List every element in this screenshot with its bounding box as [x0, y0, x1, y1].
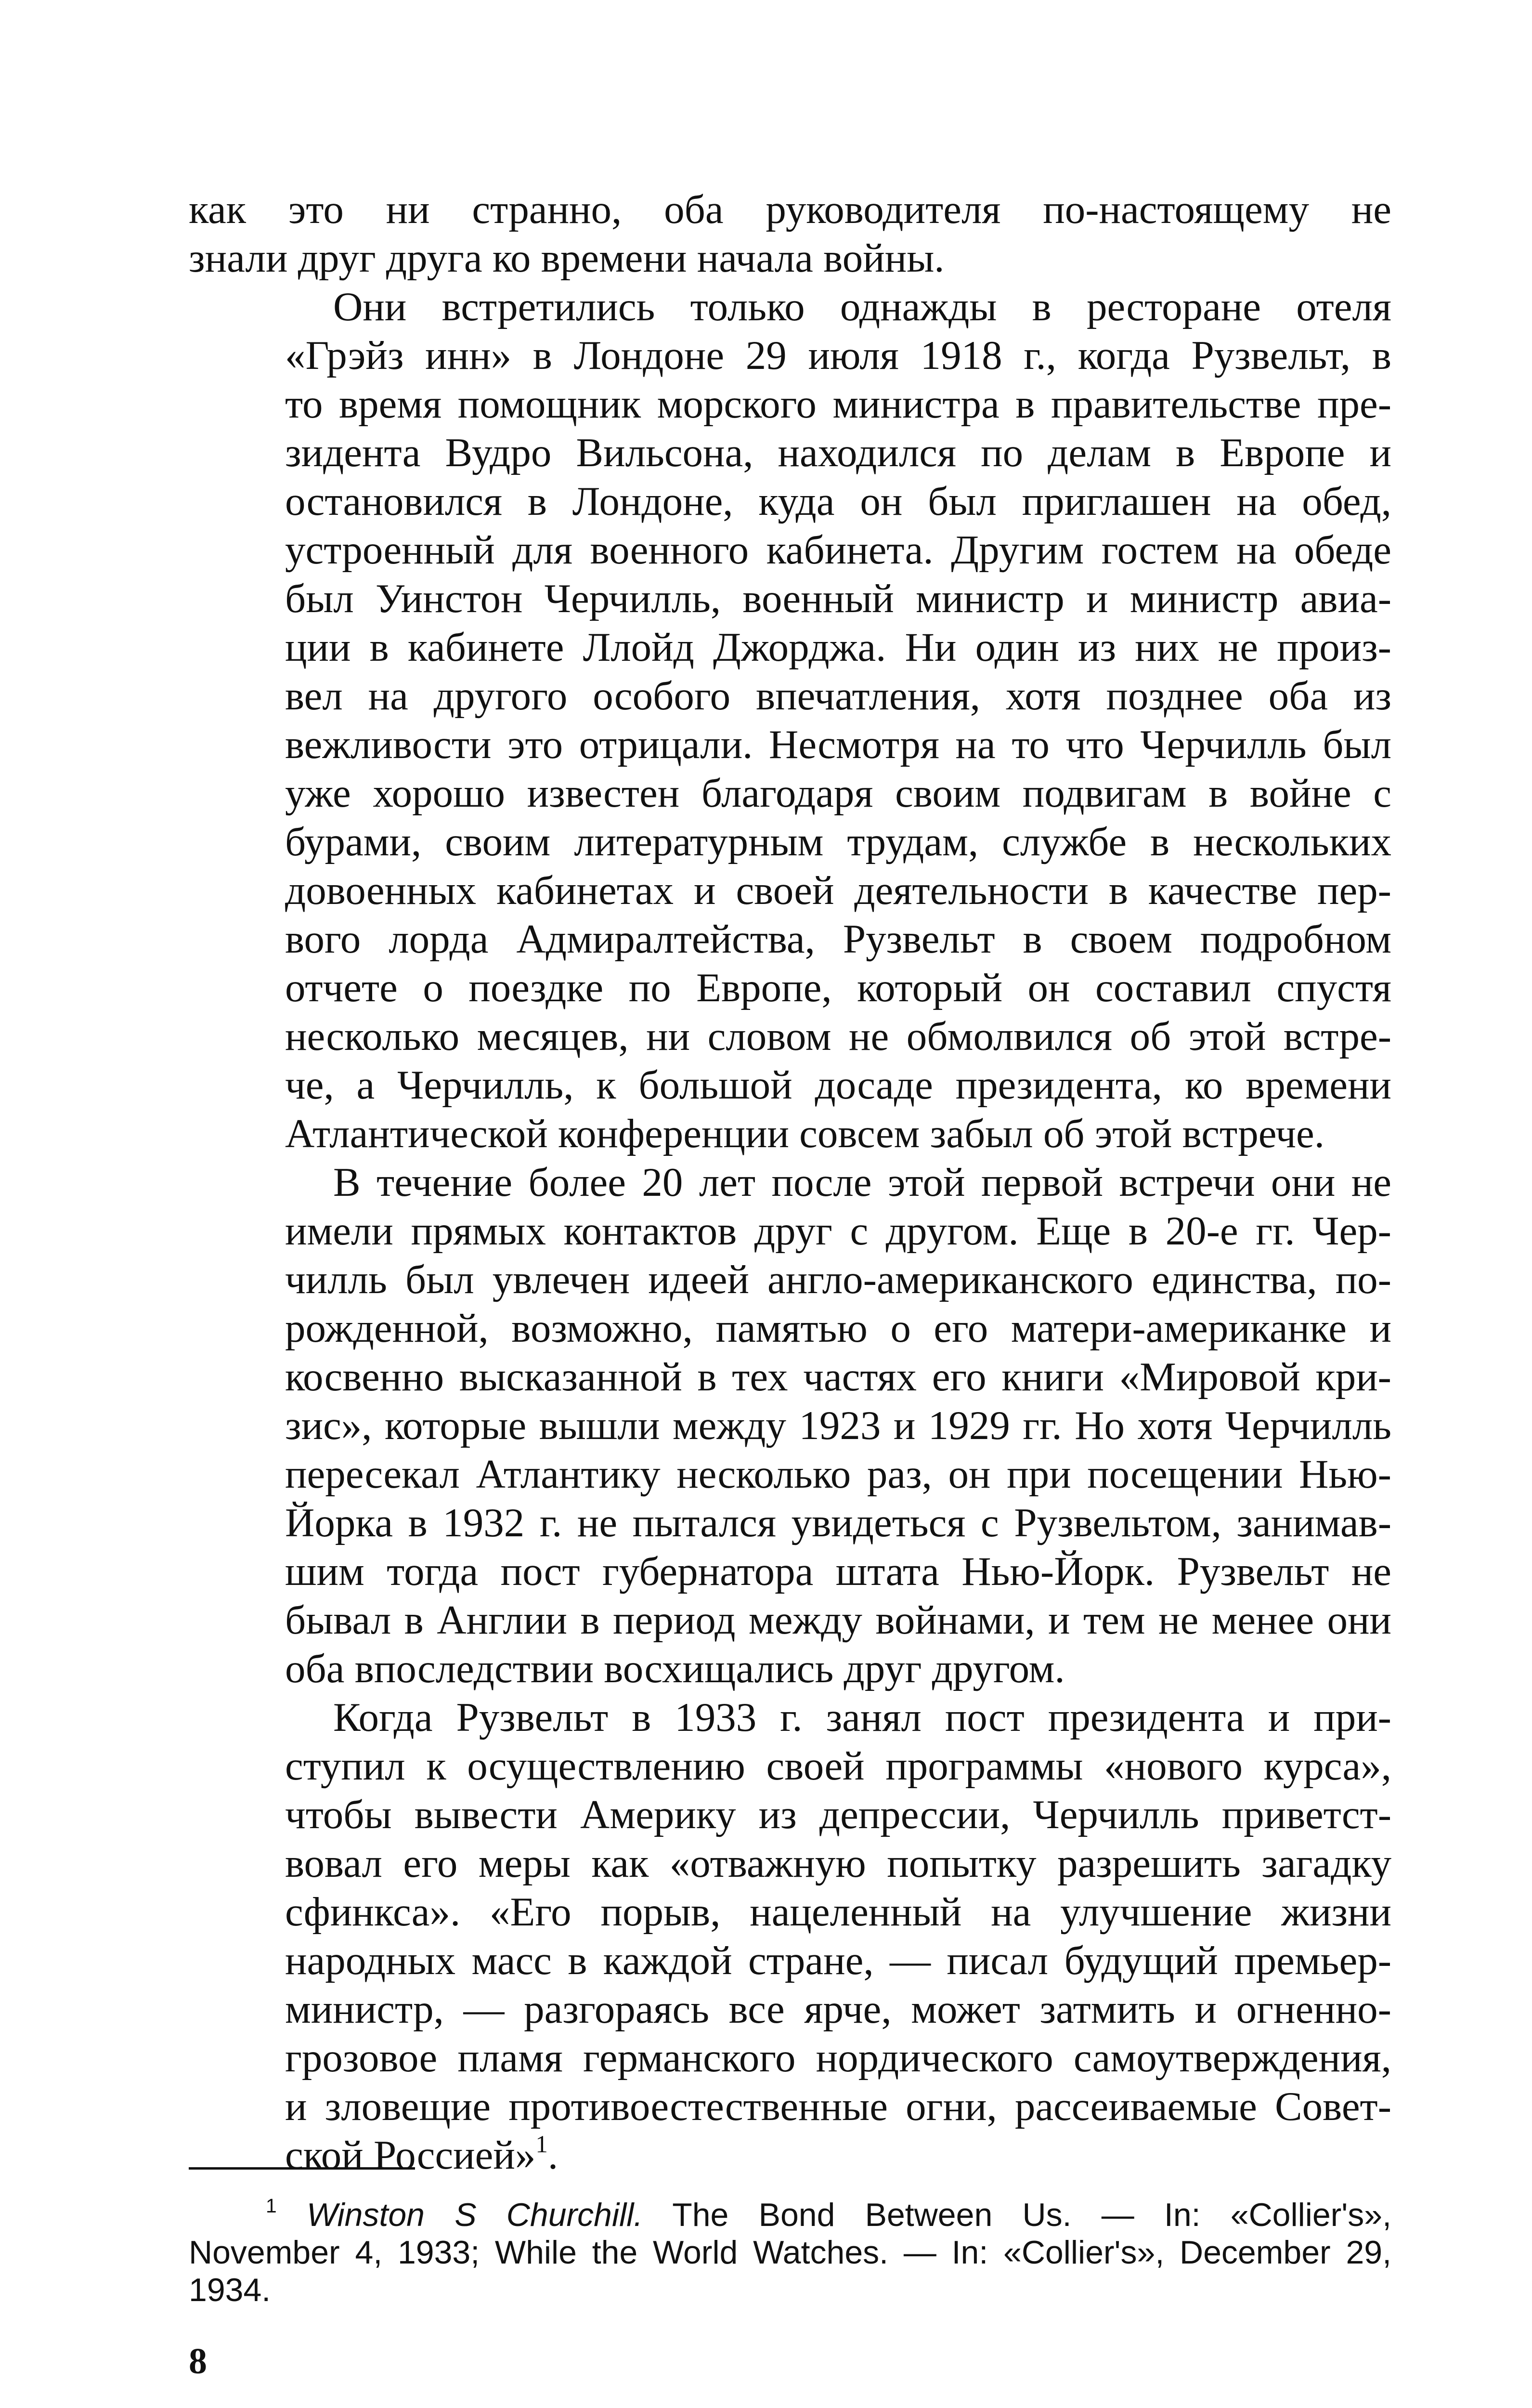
text-line: шим тогда пост губернатора штата Нью-Йорк. Рузвельт не	[285, 1549, 1391, 1594]
page-body	[189, 185, 1391, 2180]
text-line: оба впоследствии восхищались друг другом.	[285, 1646, 1065, 1691]
text-line: уже хорошо известен благодаря своим подвигам в войне с	[285, 771, 1391, 816]
footnote-line-1	[189, 2196, 1391, 2234]
paragraph	[189, 283, 1391, 1158]
footnote-line-2: November 4, 1933; While the World Watches. — In: «Collier's», December 29,	[189, 2234, 1391, 2271]
text-line: несколько месяцев, ни словом не обмолвился об этой встре-	[285, 1014, 1391, 1059]
text-line: косвенно высказанной в тех частях его книги «Мировой кри-	[285, 1354, 1391, 1400]
page-number: 8	[189, 2341, 207, 2382]
text-line: то время помощник морского министра в правительстве пре-	[285, 381, 1391, 427]
text-line: сфинкса». «Его порыв, нацеленный на улучшение жизни	[285, 1889, 1391, 1935]
text-line: остановился в Лондоне, куда он был приглашен на обед,	[285, 479, 1391, 524]
text-line: Атлантической конференции совсем забыл об этой встрече.	[285, 1111, 1325, 1156]
text-line: вовал его меры как «отважную попытку разрешить загадку	[285, 1841, 1391, 1886]
text-line: имели прямых контактов друг с другом. Еще в 20-е гг. Чер-	[285, 1208, 1391, 1254]
text-line: вежливости это отрицали. Несмотря на то что Черчилль был	[285, 722, 1391, 767]
footnote-author: Winston S Churchill.	[306, 2197, 643, 2233]
text-line: Они встретились только однажды в ресторане отеля	[333, 284, 1391, 329]
text-line: был Уинстон Черчилль, военный министр и министр авиа-	[285, 576, 1391, 621]
text-line: знали друг друга ко времени начала войны.	[189, 236, 945, 281]
text-line: че, а Черчилль, к большой досаде президента, ко времени	[285, 1062, 1391, 1108]
footnote-reference: 1	[535, 2131, 548, 2158]
footnote-marker: 1	[266, 2195, 277, 2217]
text-line: зидента Вудро Вильсона, находился по делам в Европе и	[285, 430, 1391, 475]
paragraph	[189, 185, 1391, 283]
text-line: рожденной, возможно, памятью о его матери-американке и	[285, 1306, 1391, 1351]
text-line: отчете о поездке по Европе, который он составил спустя	[285, 965, 1391, 1010]
paragraph	[189, 1158, 1391, 1693]
text-line: грозовое пламя германского нордического самоутверждения,	[285, 2035, 1391, 2081]
text-line: «Грэйз инн» в Лондоне 29 июля 1918 г., когда Рузвельт, в	[285, 333, 1391, 378]
text-line: чтобы вывести Америку из депрессии, Черчилль приветст-	[285, 1792, 1391, 1837]
text-line: бывал в Англии в период между войнами, и тем не менее они	[285, 1597, 1391, 1643]
footnote	[189, 2196, 1391, 2309]
text-line: ской Россией»$^1$.	[285, 2131, 558, 2178]
text-line: В течение более 20 лет после этой первой встречи они не	[333, 1160, 1391, 1205]
footnote-title: The Bond Between Us. — In: «Collier's»,	[643, 2197, 1391, 2233]
text-line: Когда Рузвельт в 1933 г. занял пост президента и при-	[333, 1695, 1391, 1740]
text-line: министр, — разгораясь все ярче, может затмить и огненно-	[285, 1987, 1391, 2032]
text-line: зис», которые вышли между 1923 и 1929 гг. Но хотя Черчилль	[285, 1403, 1391, 1448]
text-line: Йорка в 1932 г. не пытался увидеться с Рузвельтом, занимав-	[285, 1500, 1391, 1545]
text-line: вел на другого особого впечатления, хотя позднее оба из	[285, 673, 1391, 719]
text-line: вого лорда Адмиралтейства, Рузвельт в своем подробном	[285, 916, 1391, 962]
text-line: чилль был увлечен идеей англо-американского единства, по-	[285, 1257, 1391, 1302]
text-line: пересекал Атлантику несколько раз, он при посещении Нью-	[285, 1452, 1391, 1497]
footnote-line-3: 1934.	[189, 2272, 271, 2308]
paragraph	[189, 1693, 1391, 2180]
text-line: народных масс в каждой стране, — писал будущий премьер-	[285, 1938, 1391, 1983]
text-line: как это ни странно, оба руководителя по-настоящему не	[189, 187, 1391, 232]
text-line: бурами, своим литературным трудам, службе в нескольких	[285, 819, 1391, 864]
footnote-separator	[189, 2167, 415, 2170]
text-line: ступил к осуществлению своей программы «нового курса»,	[285, 1743, 1391, 1789]
sentence-end: .	[547, 2133, 558, 2178]
text-line: устроенный для военного кабинета. Другим гостем на обеде	[285, 527, 1391, 573]
text-line: ции в кабинете Ллойд Джорджа. Ни один из них не произ-	[285, 625, 1391, 670]
text-line: и зловещие противоестественные огни, рассеиваемые Совет-	[285, 2084, 1391, 2129]
text-line: довоенных кабинетах и своей деятельности в качестве пер-	[285, 868, 1391, 913]
